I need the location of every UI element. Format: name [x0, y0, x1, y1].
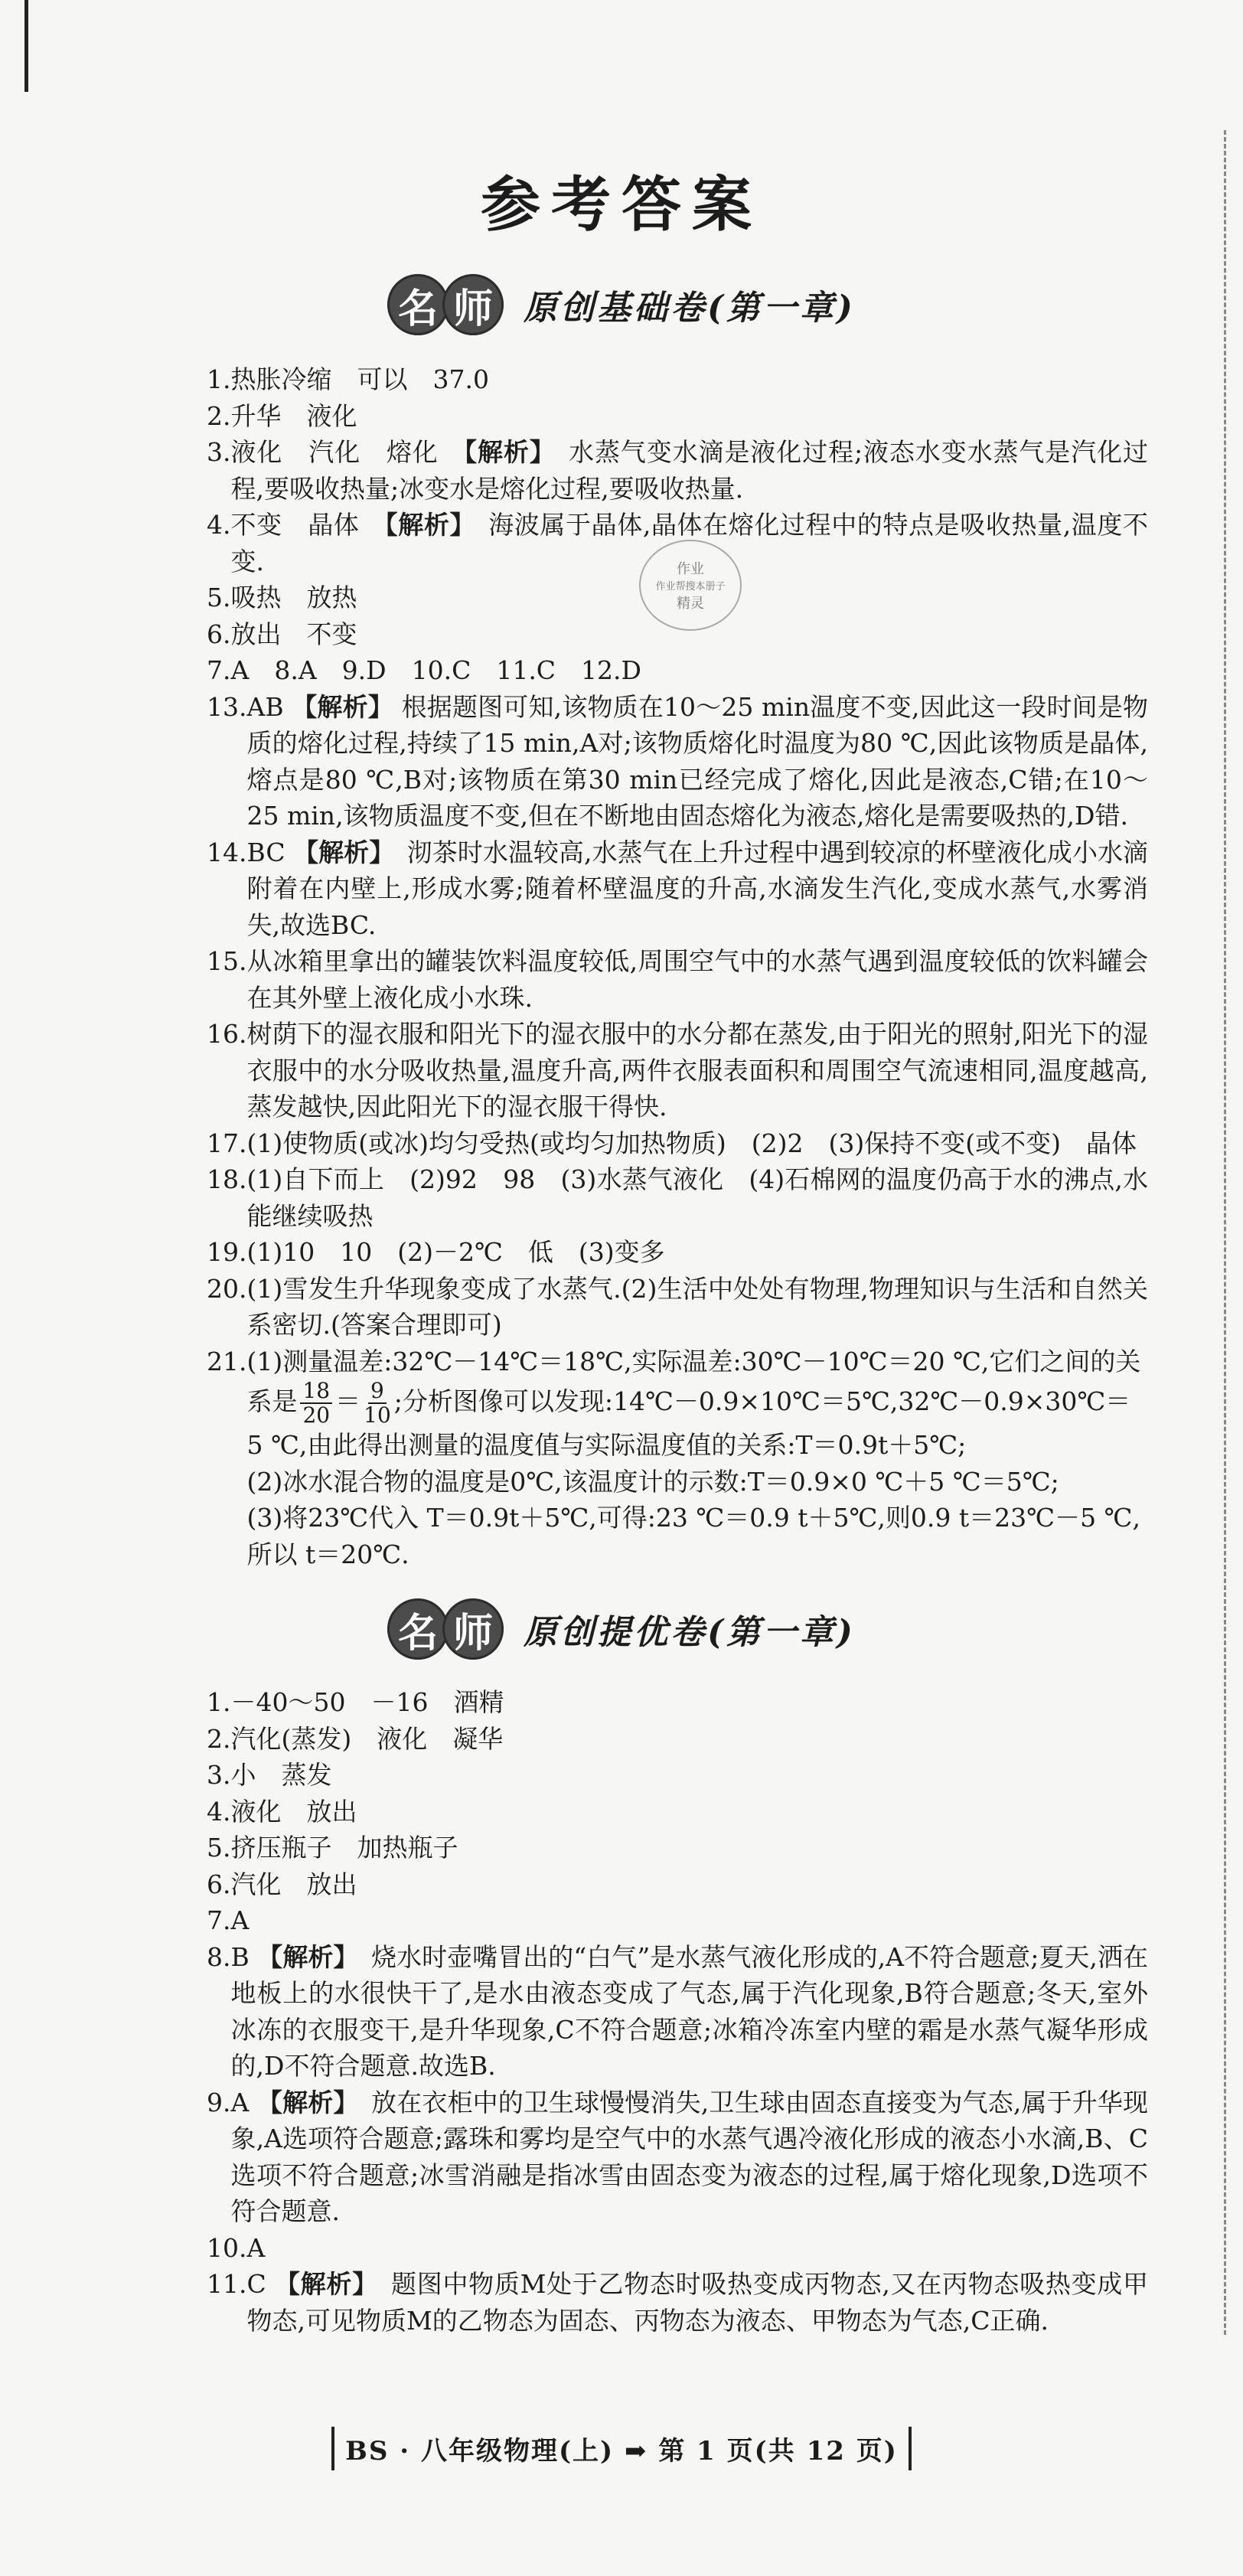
answer-item: 13. AB 【解析】 根据题图可知,该物质在10～25 min温度不变,因此这一段时间是物质的熔化过程,持续了15 min,A对;该物质熔化时温度为80 ℃,因此该物质是晶体,熔点是80 ℃,B对;该物质在第30 min已经完成了熔化,因此是液态,C错;在10～25 min,该物质温度不变,但在不断地由固态熔化为液态,熔化是需要吸热的,D错. — [207, 691, 1149, 831]
fraction: $\frac{18}{20}$ — [300, 1379, 332, 1427]
brand-char-2: 师 — [442, 1598, 504, 1660]
answer-item: 19. (1)10 10 (2)－2℃ 低 (3)变多 — [207, 1237, 665, 1267]
section-title-advanced: 原创提优卷(第一章) — [524, 1613, 856, 1652]
answer-item: 3. 液化 汽化 熔化 【解析】 水蒸气变水滴是液化过程;液态水变水蒸气是汽化过程,要吸收热量;冰变水是熔化过程,要吸收热量. — [207, 437, 1149, 504]
section-title-basic: 原创基础卷(第一章) — [524, 289, 856, 328]
footer-bracket — [331, 2427, 912, 2470]
answer-item-21: 21. (1)测量温差:32℃－14℃＝18℃,实际温差:30℃－10℃＝20 ℃,它们之间的关 系是 $\frac{18}{20}$ ＝ $\frac{9}{10}$ ;分析图像可以发现:14℃－0.9×10℃＝5℃,32℃－0.9×30℃＝ 5 ℃,由此得出测量的温度值与实际温度值的关系:T＝0.9t＋5℃; (2)冰水混合物的温度是0℃,该温度计的示数:T＝0.9×0 ℃＋5 ℃＝5℃; (3)将23℃代入 T＝0.9t＋5℃,可得:23 ℃＝0.9 t＋5℃,则0.9 t＝23℃－5 ℃, 所以 t＝20℃. — [207, 1346, 1141, 1569]
answer-item: 2. 升华 液化 — [207, 400, 357, 431]
fraction: $\frac{9}{10}$ — [364, 1378, 391, 1428]
answer-item: 6. 汽化 放出 — [207, 1869, 357, 1899]
answer-item: 17. (1)使物质(或冰)均匀受热(或均匀加热物质) (2)2 (3)保持不变(或不变) 晶体 — [207, 1128, 1137, 1158]
answer-item: 11. C 【解析】 题图中物质M处于乙物态时吸热变成丙物态,又在丙物态吸热变成甲物态,可见物质M的乙物态为固态、丙物态为液态、甲物态为气态,C正确. — [207, 2269, 1148, 2336]
answer-item: 8. B 【解析】 烧水时壶嘴冒出的“白气”是水蒸气液化形成的,A不符合题意;夏天,洒在地板上的水很快干了,是水由液态变成了气态,属于汽化现象,B符合题意;冬天,室外冰冻的衣服变干,是升华现象,C不符合题意;冰箱冷冻室内壁的霜是水蒸气凝华形成的,D不符合题意.故选B. — [207, 1941, 1149, 2081]
cut-line — [1224, 130, 1226, 2335]
answer-item: 2. 汽化(蒸发) 液化 凝华 — [207, 1723, 504, 1754]
brand-badge — [387, 1598, 498, 1660]
answers-advanced — [207, 1684, 1148, 2339]
section-header-advanced — [0, 1598, 1243, 1660]
brand-char-1: 名 — [387, 1598, 449, 1660]
footer-book: BS · 八年级物理(上) — [345, 2436, 615, 2467]
page-footer — [0, 2427, 1243, 2470]
answer-item: 7. A — [207, 1905, 250, 1935]
answer-item: 4. 不变 晶体 【解析】 海波属于晶体,晶体在熔化过程中的特点是吸收热量,温度不变. — [207, 510, 1149, 576]
answer-item: 4. 液化 放出 — [207, 1796, 357, 1827]
answer-item: 6. 放出 不变 — [207, 619, 357, 649]
answer-item: 1. －40～50 －16 酒精 — [207, 1687, 504, 1717]
answer-item: 15. 从冰箱里拿出的罐装饮料温度较低,周围空气中的水蒸气遇到温度较低的饮料罐会在其外壁上液化成小水珠. — [207, 946, 1148, 1013]
brand-char-2: 师 — [442, 274, 504, 335]
brand-char-1: 名 — [387, 274, 449, 335]
footer-page: 第 1 页(共 12 页) — [658, 2436, 898, 2467]
answer-item: 5. 挤压瓶子 加热瓶子 — [207, 1833, 458, 1863]
answer-item: 20. (1)雪发生升华现象变成了水蒸气.(2)生活中处处有物理,物理知识与生活和自然关系密切.(答案合理即可) — [207, 1273, 1148, 1340]
answer-item: 5. 吸热 放热 — [207, 583, 357, 612]
answer-item: 7. A 8.A 9.D 10.C 11.C 12.D — [207, 655, 641, 685]
section-header-basic — [0, 274, 1243, 335]
answer-item: 3. 小 蒸发 — [207, 1760, 332, 1790]
answer-item: 18. (1)自下而上 (2)92 98 (3)水蒸气液化 (4)石棉网的温度仍高于水的沸点,水能继续吸热 — [207, 1164, 1148, 1231]
page-title: 参考答案 — [480, 170, 762, 240]
scan-edge — [24, 0, 28, 92]
arrow-right-icon: ➡ — [624, 2436, 648, 2467]
watermark-stamp: 作业 作业帮搜本册子 精灵 — [639, 540, 742, 631]
answer-item: 14. BC 【解析】 沏茶时水温较高,水蒸气在上升过程中遇到较凉的杯壁液化成小水滴附着在内壁上,形成水雾;随着杯壁温度的升高,水滴发生汽化,变成水蒸气,水雾消失,故选BC. — [207, 837, 1149, 940]
answer-item: 10. A — [207, 2232, 266, 2263]
answer-item: 1. 热胀冷缩 可以 37.0 — [207, 364, 489, 394]
brand-badge — [387, 274, 498, 335]
answer-item: 9. A 【解析】 放在衣柜中的卫生球慢慢消失,卫生球由固态直接变为气态,属于升华现象,A选项符合题意;露珠和雾均是空气中的水蒸气遇冷液化形成的液态小水滴,B、C选项不符合题意;冰雪消融是指冰雪由固态变为液态的过程,属于熔化现象,D选项不符合题意. — [207, 2087, 1149, 2226]
answer-item: 16. 树荫下的湿衣服和阳光下的湿衣服中的水分都在蒸发,由于阳光的照射,阳光下的湿衣服中的水分吸收热量,温度升高,两件衣服表面积和周围空气流速相同,温度越高,蒸发越快,因此阳光下的湿衣服干得快. — [207, 1019, 1148, 1121]
